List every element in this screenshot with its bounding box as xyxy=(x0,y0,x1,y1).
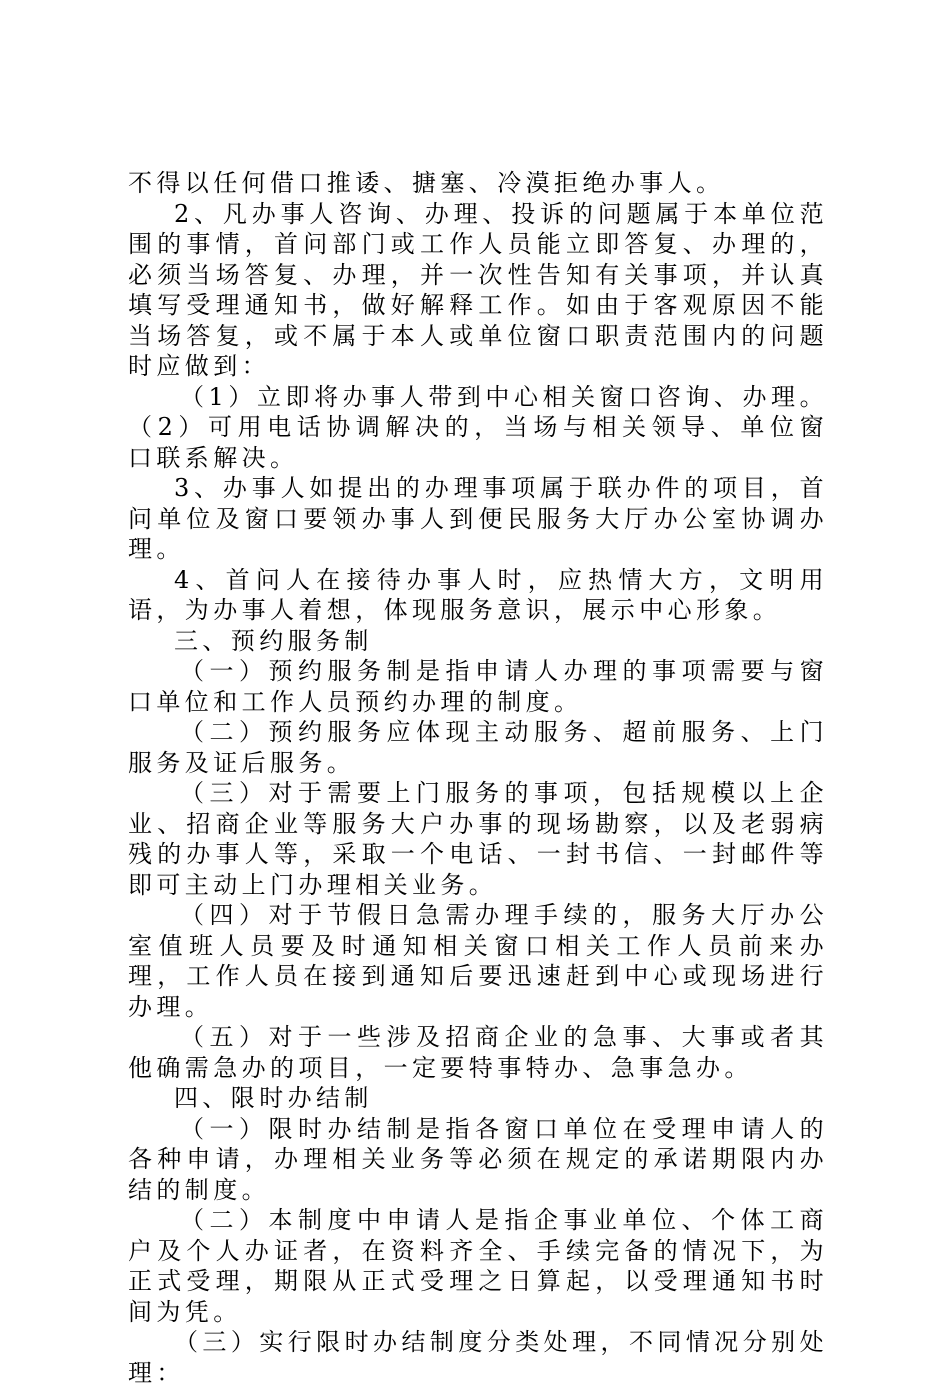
paragraph: 3、办事人如提出的办理事项属于联办件的项目，首问单位及窗口要领办事人到便民服务大厅办公室协调办理。 xyxy=(128,474,828,563)
paragraph: （三）对于需要上门服务的事项，包括规模以上企业、招商企业等服务大户办事的现场勘察，以及老弱病残的办事人等，采取一个电话、一封书信、一封邮件等即可主动上门办理相关业务。 xyxy=(128,779,828,899)
paragraph: （1）立即将办事人带到中心相关窗口咨询、办理。（2）可用电话协调解决的，当场与相关领导、单位窗口联系解决。 xyxy=(128,382,828,472)
document-body xyxy=(128,168,828,1388)
section-heading: 四、限时办结制 xyxy=(174,1084,373,1112)
paragraph: 4、首问人在接待办事人时，应热情大方，文明用语，为办事人着想，体现服务意识，展示中心形象。 xyxy=(128,565,828,624)
paragraph: （五）对于一些涉及招商企业的急事、大事或者其他确需急办的项目，一定要特事特办、急事急办。 xyxy=(128,1023,828,1082)
section-heading: 三、预约服务制 xyxy=(174,626,373,655)
paragraph: （四）对于节假日急需办理手续的，服务大厅办公室值班人员要及时通知相关窗口相关工作人员前来办理，工作人员在接到通知后要迅速赶到中心或现场进行办理。 xyxy=(128,901,828,1021)
paragraph: （一）预约服务制是指申请人办理的事项需要与窗口单位和工作人员预约办理的制度。 xyxy=(128,657,828,716)
paragraph: （三）实行限时办结制度分类处理，不同情况分别处理： xyxy=(128,1328,828,1387)
paragraph: （一）限时办结制是指各窗口单位在受理申请人的各种申请，办理相关业务等必须在规定的承诺期限内办结的制度。 xyxy=(128,1114,828,1204)
paragraph: 2、凡办事人咨询、办理、投诉的问题属于本单位范围的事情，首问部门或工作人员能立即答复、办理的，必须当场答复、办理，并一次性告知有关事项，并认真填写受理通知书，做好解释工作。如由于客观原因不能当场答复，或不属于本人或单位窗口职责范围内的问题时应做到： xyxy=(128,199,828,380)
paragraph: （二）本制度中申请人是指企事业单位、个体工商户及个人办证者，在资料齐全、手续完备的情况下，为正式受理，期限从正式受理之日算起，以受理通知书时间为凭。 xyxy=(128,1206,828,1326)
paragraph: （二）预约服务应体现主动服务、超前服务、上门服务及证后服务。 xyxy=(128,718,828,777)
paragraph: 不得以任何借口推诿、搪塞、冷漠拒绝办事人。 xyxy=(128,169,725,197)
